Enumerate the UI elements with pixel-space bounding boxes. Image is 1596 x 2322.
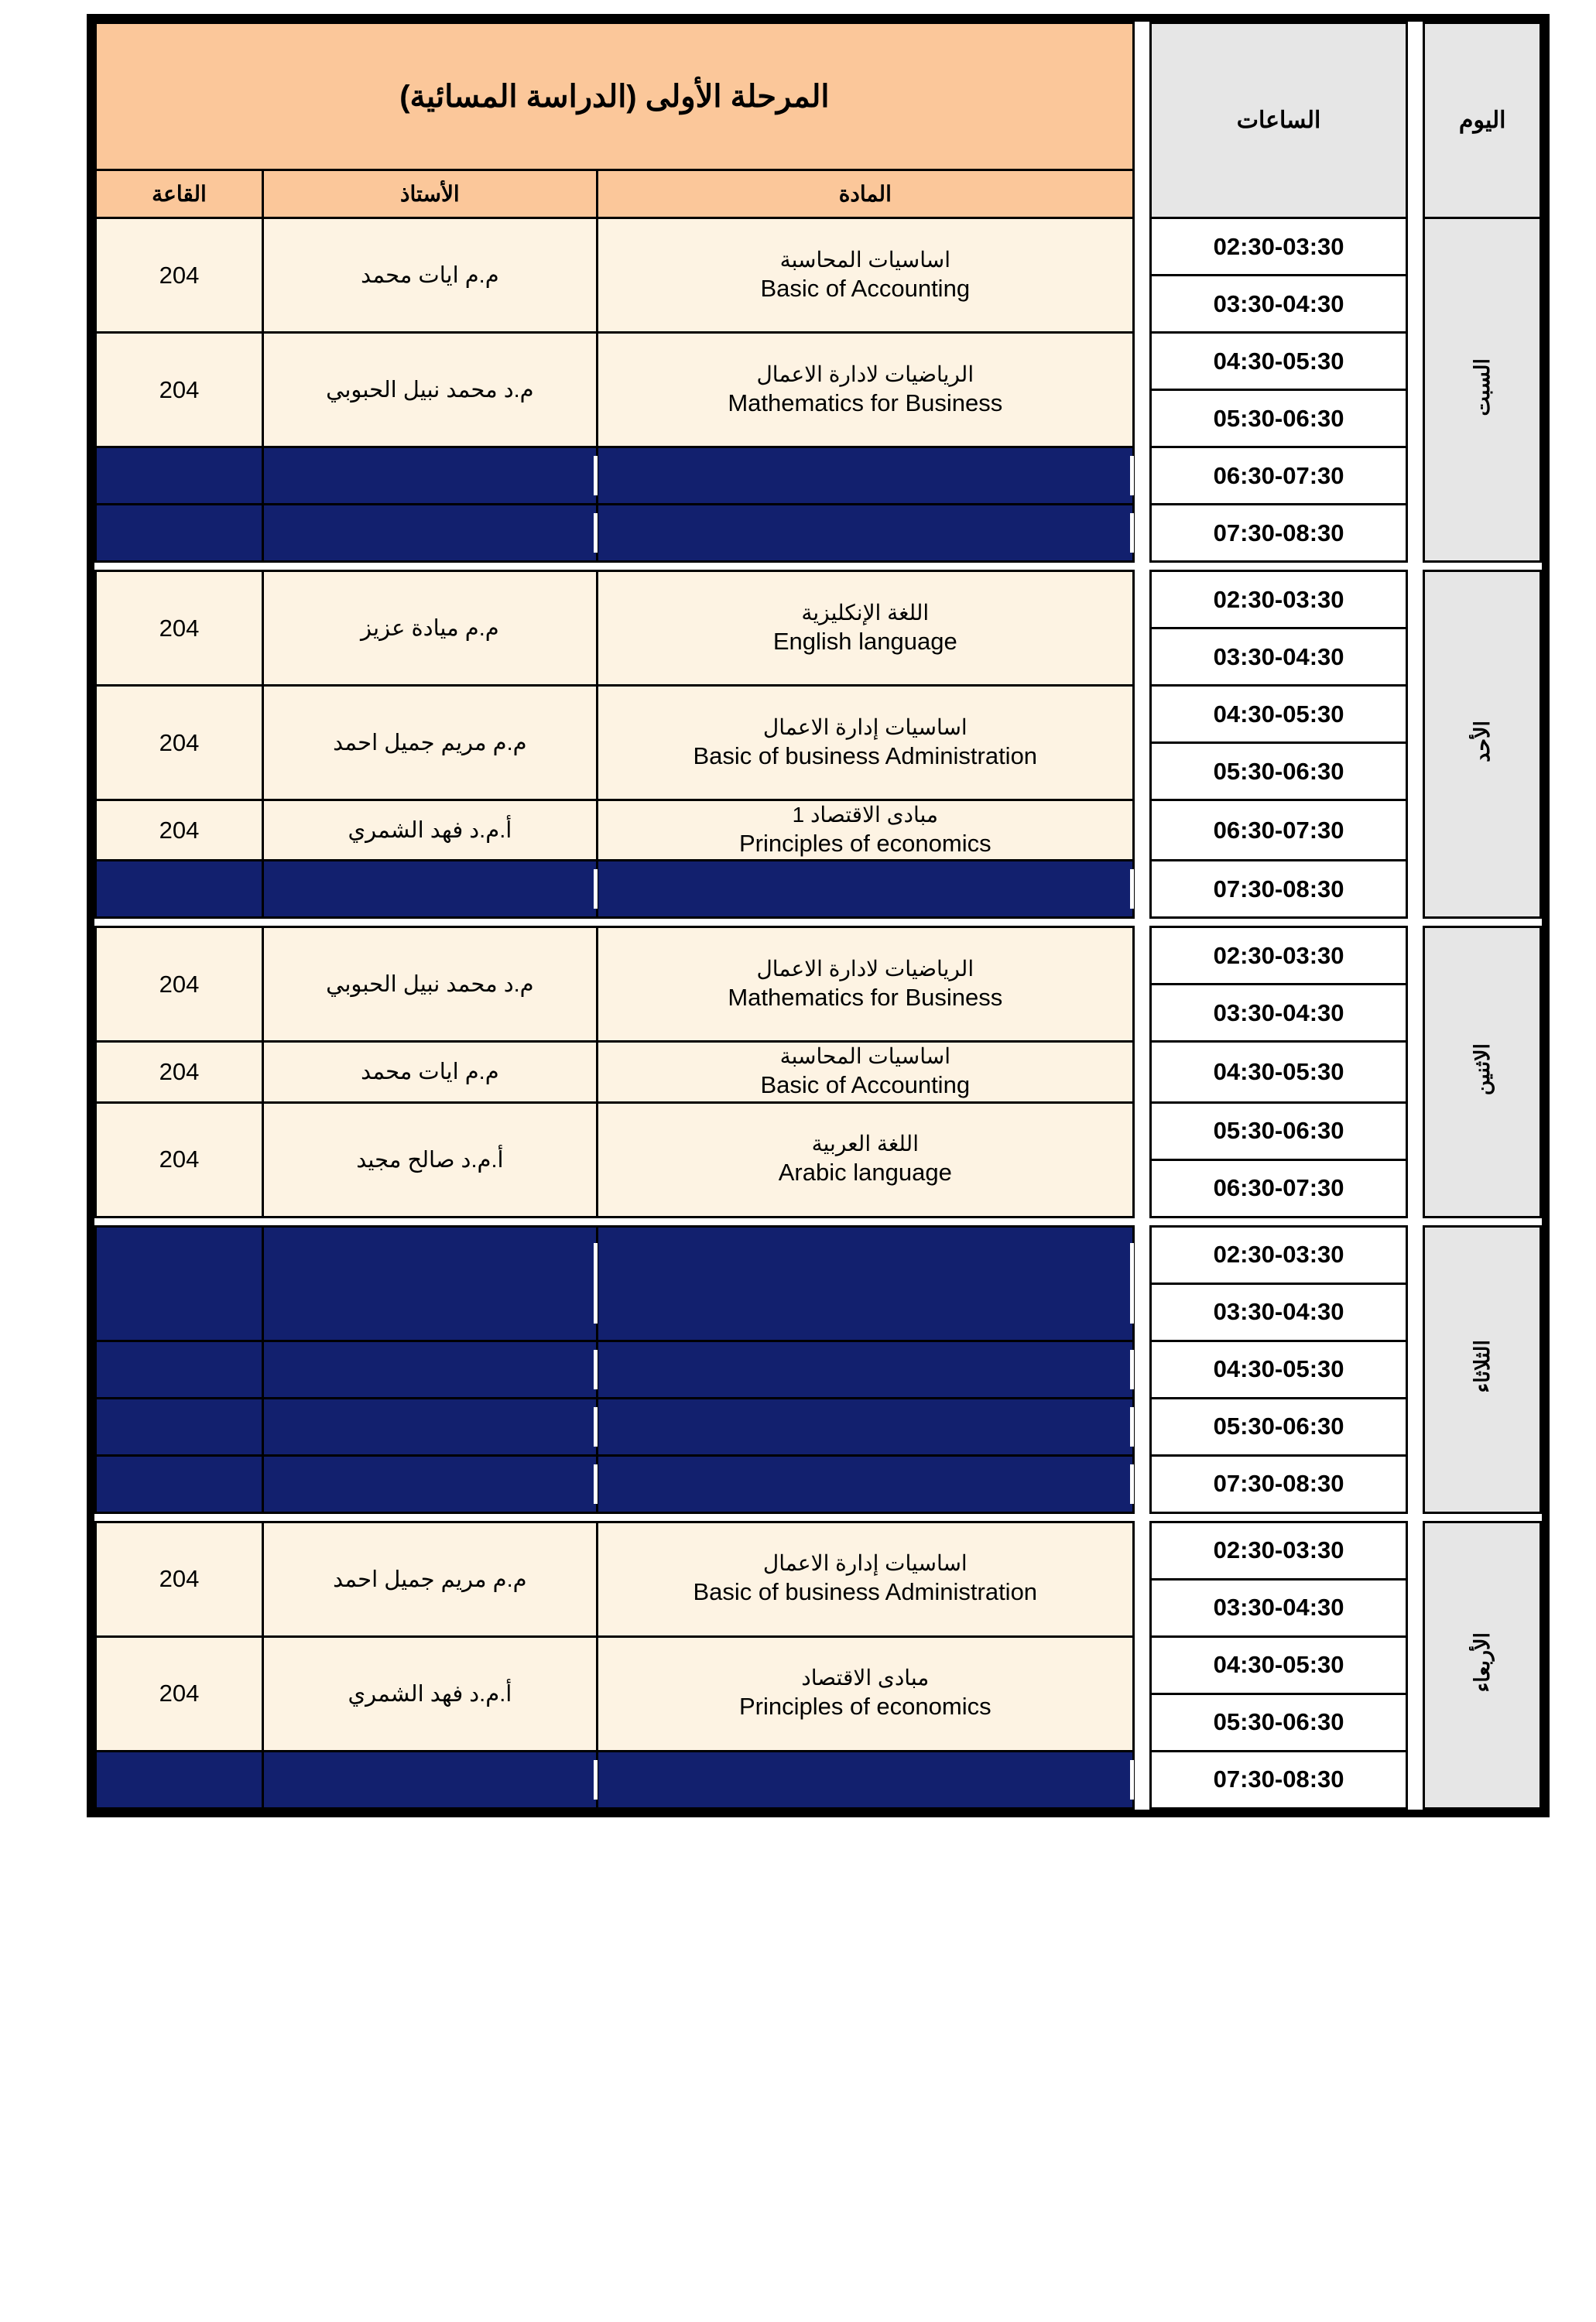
table-row [96, 800, 1541, 861]
day-separator-cell [1133, 918, 1150, 927]
empty-slot-teacher [262, 1398, 597, 1455]
table-row [96, 218, 1541, 276]
empty-slot-room [96, 505, 263, 562]
hour-cell: 07:30-08:30 [1150, 861, 1406, 918]
hour-cell: 02:30-03:30 [1150, 218, 1406, 276]
day-separator-cell [1133, 562, 1150, 571]
class-room: 204 [96, 1042, 263, 1102]
empty-slot-subject [597, 1455, 1133, 1512]
class-room: 204 [96, 218, 263, 333]
subject-english: English language [772, 627, 957, 655]
subject-arabic: اساسيات إدارة الاعمال [762, 714, 968, 739]
class-subject [597, 333, 1133, 447]
class-room: 204 [96, 1102, 263, 1217]
subject-english: Principles of economics [738, 830, 992, 857]
hour-cell: 02:30-03:30 [1150, 1226, 1406, 1283]
empty-slot-room [96, 1751, 263, 1808]
hour-cell: 03:30-04:30 [1150, 1579, 1406, 1636]
empty-slot-teacher [262, 1226, 597, 1341]
empty-slot-teacher [262, 861, 597, 918]
day-gap-left-1 [1407, 218, 1424, 562]
subject-english: Arabic language [778, 1159, 952, 1187]
hour-cell: 04:30-05:30 [1150, 333, 1406, 390]
empty-slot-room [96, 861, 263, 918]
empty-slot-room [96, 1226, 263, 1341]
day-label-4 [1424, 1226, 1541, 1512]
day-label-2 [1424, 571, 1541, 918]
class-teacher: م.م مريم جميل احمد [262, 1522, 597, 1636]
day-separator [96, 1512, 1541, 1522]
hour-cell: 03:30-04:30 [1150, 628, 1406, 686]
class-room: 204 [96, 686, 263, 800]
day-separator-cell [96, 1217, 263, 1226]
table-row [96, 1102, 1541, 1159]
hour-cell: 07:30-08:30 [1150, 505, 1406, 562]
table-row [96, 1042, 1541, 1102]
table-row [96, 1455, 1541, 1512]
day-separator-cell [96, 562, 263, 571]
page-title: المرحلة الأولى (الدراسة المسائية) [96, 23, 1134, 170]
subject-arabic: الرياضيات لادارة الاعمال [756, 361, 974, 386]
empty-slot-subject [597, 1751, 1133, 1808]
day-separator-cell [262, 1217, 597, 1226]
table-row [96, 686, 1541, 743]
subject-english: Basic of Accounting [760, 1071, 971, 1099]
day-gap-right-4 [1133, 1226, 1150, 1512]
day-separator-cell [262, 918, 597, 927]
class-teacher: أ.م.د صالح مجيد [262, 1102, 597, 1217]
class-subject [597, 571, 1133, 686]
empty-slot-room [96, 1398, 263, 1455]
empty-slot-subject [597, 1398, 1133, 1455]
empty-slot-subject [597, 505, 1133, 562]
hour-cell: 05:30-06:30 [1150, 1694, 1406, 1751]
day-separator-cell [1407, 562, 1424, 571]
class-teacher: م.م مريم جميل احمد [262, 686, 597, 800]
class-teacher: م.د محمد نبيل الحبوبي [262, 333, 597, 447]
hour-cell: 03:30-04:30 [1150, 276, 1406, 333]
empty-slot-room [96, 1341, 263, 1398]
table-row [96, 1226, 1541, 1283]
class-room: 204 [96, 1636, 263, 1751]
day-gap-right-2 [1133, 571, 1150, 918]
day-label-text: السبت [1471, 358, 1495, 416]
table-row [96, 927, 1541, 985]
hour-cell: 05:30-06:30 [1150, 390, 1406, 447]
day-label-text: الثلاثاء [1471, 1340, 1495, 1393]
day-separator [96, 918, 1541, 927]
class-subject [597, 686, 1133, 800]
class-room: 204 [96, 800, 263, 861]
class-room: 204 [96, 571, 263, 686]
hour-cell: 05:30-06:30 [1150, 1398, 1406, 1455]
header-cell-room: القاعة [96, 170, 263, 218]
day-separator-cell [1150, 562, 1406, 571]
subject-arabic: الرياضيات لادارة الاعمال [756, 957, 974, 981]
table-row [96, 861, 1541, 918]
empty-slot-teacher [262, 1751, 597, 1808]
class-room: 204 [96, 1522, 263, 1636]
header-gap-2 [1133, 23, 1150, 218]
subject-english: Basic of business Administration [693, 741, 1038, 769]
class-subject [597, 218, 1133, 333]
table-row [96, 571, 1541, 628]
class-subject [597, 1636, 1133, 1751]
class-teacher: م.م ايات محمد [262, 218, 597, 333]
day-separator-cell [597, 1217, 1133, 1226]
day-separator [96, 562, 1541, 571]
empty-slot-room [96, 447, 263, 505]
table-row [96, 333, 1541, 390]
day-label-text: الأحد [1471, 721, 1495, 763]
hour-cell: 05:30-06:30 [1150, 1102, 1406, 1159]
hour-cell: 05:30-06:30 [1150, 743, 1406, 800]
class-teacher: أ.م.د فهد الشمري [262, 1636, 597, 1751]
day-separator-cell [1133, 1217, 1150, 1226]
hour-cell: 04:30-05:30 [1150, 1341, 1406, 1398]
hour-cell: 07:30-08:30 [1150, 1751, 1406, 1808]
day-label-3 [1424, 927, 1541, 1217]
subject-english: Basic of Accounting [760, 274, 971, 302]
day-separator-cell [262, 562, 597, 571]
day-separator-cell [1150, 1512, 1406, 1522]
subject-arabic: مبادى الاقتصاد [801, 1666, 930, 1690]
class-teacher: م.د محمد نبيل الحبوبي [262, 927, 597, 1042]
subject-arabic: اساسيات إدارة الاعمال [762, 1551, 968, 1576]
day-separator-cell [1424, 1217, 1541, 1226]
subject-arabic: اساسيات المحاسبة [779, 247, 950, 272]
day-gap-right-1 [1133, 218, 1150, 562]
empty-slot-teacher [262, 447, 597, 505]
subject-arabic: اللغة الإنكليزية [801, 600, 930, 625]
subject-arabic: اللغة العربية [811, 1132, 919, 1156]
hour-cell: 02:30-03:30 [1150, 927, 1406, 985]
day-separator-cell [96, 918, 263, 927]
hour-cell: 02:30-03:30 [1150, 1522, 1406, 1579]
class-subject [597, 1522, 1133, 1636]
class-subject [597, 1042, 1133, 1102]
day-gap-left-3 [1407, 927, 1424, 1217]
class-teacher: م.م ميادة عزيز [262, 571, 597, 686]
day-gap-left-2 [1407, 571, 1424, 918]
day-separator-cell [597, 562, 1133, 571]
header-row-title [96, 23, 1541, 170]
hour-cell: 03:30-04:30 [1150, 985, 1406, 1042]
hour-cell: 06:30-07:30 [1150, 800, 1406, 861]
hour-cell: 06:30-07:30 [1150, 1159, 1406, 1217]
day-gap-right-5 [1133, 1522, 1150, 1808]
class-teacher: أ.م.د فهد الشمري [262, 800, 597, 861]
class-teacher: م.م ايات محمد [262, 1042, 597, 1102]
header-cell-hours: الساعات [1150, 23, 1406, 218]
day-separator-cell [96, 1512, 263, 1522]
class-subject [597, 927, 1133, 1042]
class-subject [597, 1102, 1133, 1217]
day-separator-cell [262, 1512, 597, 1522]
day-separator-cell [1133, 1512, 1150, 1522]
table-row [96, 1751, 1541, 1808]
table-row [96, 1636, 1541, 1694]
hour-cell: 04:30-05:30 [1150, 686, 1406, 743]
subject-arabic: اساسيات المحاسبة [779, 1044, 950, 1069]
day-separator-cell [1407, 1512, 1424, 1522]
table-row [96, 505, 1541, 562]
header-cell-teacher: الأستاذ [262, 170, 597, 218]
class-room: 204 [96, 333, 263, 447]
day-gap-left-4 [1407, 1226, 1424, 1512]
subject-english: Mathematics for Business [728, 984, 1003, 1012]
table-row [96, 1522, 1541, 1579]
class-room: 204 [96, 927, 263, 1042]
subject-arabic: مبادى الاقتصاد 1 [792, 803, 938, 827]
day-separator-cell [1407, 918, 1424, 927]
header-cell-day: اليوم [1424, 23, 1541, 218]
empty-slot-teacher [262, 1455, 597, 1512]
empty-slot-subject [597, 1226, 1133, 1341]
hour-cell: 06:30-07:30 [1150, 447, 1406, 505]
day-separator-cell [1424, 562, 1541, 571]
hour-cell: 03:30-04:30 [1150, 1283, 1406, 1341]
hour-cell: 04:30-05:30 [1150, 1042, 1406, 1102]
schedule-frame [87, 14, 1550, 1817]
class-subject [597, 800, 1133, 861]
hour-cell: 02:30-03:30 [1150, 571, 1406, 628]
subject-english: Mathematics for Business [728, 389, 1003, 416]
empty-slot-teacher [262, 505, 597, 562]
day-separator-cell [1407, 1217, 1424, 1226]
table-row [96, 447, 1541, 505]
day-label-5 [1424, 1522, 1541, 1808]
day-separator-cell [597, 1512, 1133, 1522]
empty-slot-subject [597, 1341, 1133, 1398]
header-gap-1 [1407, 23, 1424, 218]
subject-english: Basic of business Administration [693, 1578, 1038, 1606]
hour-cell: 07:30-08:30 [1150, 1455, 1406, 1512]
hour-cell: 04:30-05:30 [1150, 1636, 1406, 1694]
day-label-text: الاثنين [1471, 1043, 1495, 1096]
schedule-body [96, 23, 1541, 1809]
day-separator-cell [1150, 918, 1406, 927]
day-gap-right-3 [1133, 927, 1150, 1217]
empty-slot-subject [597, 447, 1133, 505]
empty-slot-teacher [262, 1341, 597, 1398]
day-separator [96, 1217, 1541, 1226]
day-label-1 [1424, 218, 1541, 562]
day-separator-cell [1424, 1512, 1541, 1522]
day-gap-left-5 [1407, 1522, 1424, 1808]
empty-slot-subject [597, 861, 1133, 918]
subject-english: Principles of economics [738, 1693, 992, 1721]
day-separator-cell [1150, 1217, 1406, 1226]
empty-slot-room [96, 1455, 263, 1512]
table-row [96, 1398, 1541, 1455]
header-cell-subject: المادة [597, 170, 1133, 218]
day-separator-cell [597, 918, 1133, 927]
table-row [96, 1341, 1541, 1398]
schedule-table [94, 22, 1542, 1810]
day-label-text: الأربعاء [1471, 1632, 1495, 1693]
day-separator-cell [1424, 918, 1541, 927]
